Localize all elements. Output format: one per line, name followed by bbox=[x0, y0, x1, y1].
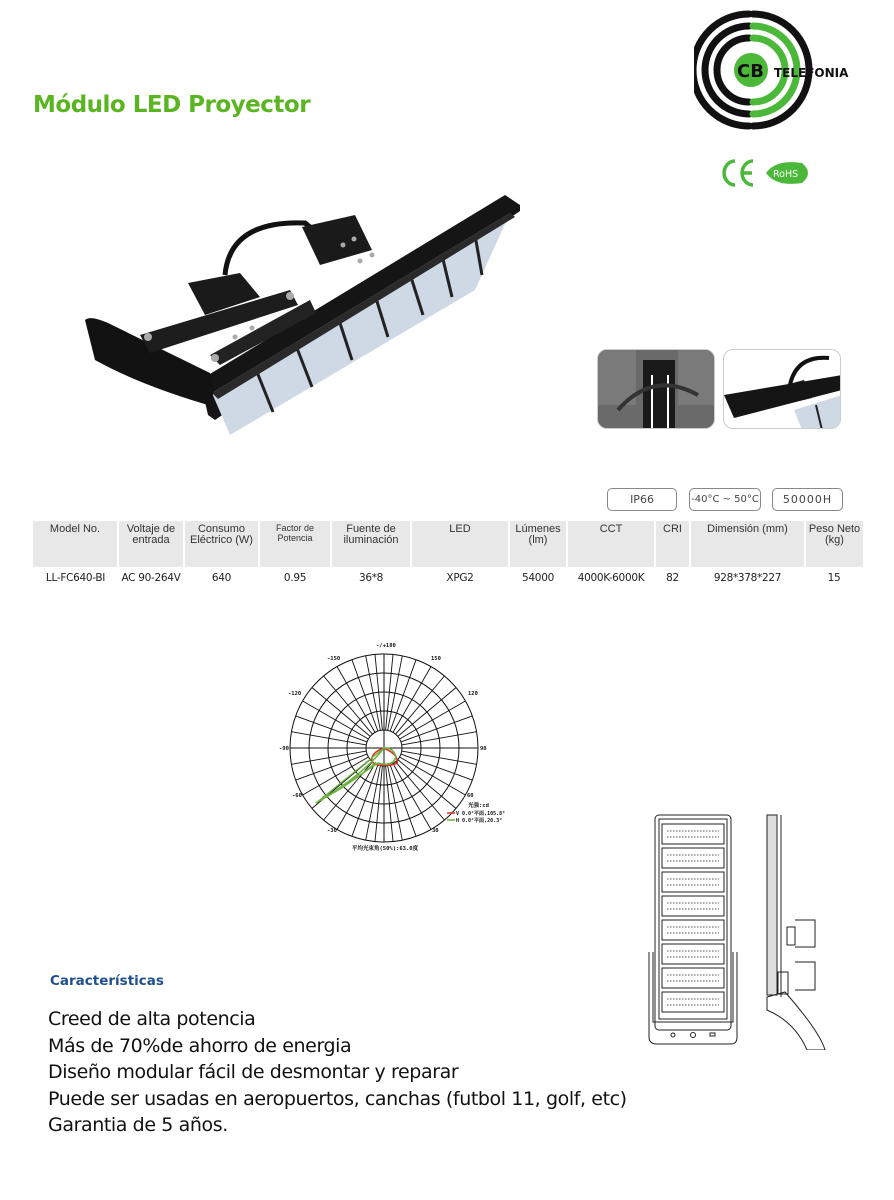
col-led: LED bbox=[411, 521, 509, 567]
col-power: Consumo Eléctrico (W) bbox=[184, 521, 259, 567]
badge-ip-rating: IP66 bbox=[607, 488, 677, 511]
page-title: Módulo LED Proyector bbox=[33, 92, 311, 118]
product-image bbox=[80, 165, 530, 445]
cell-lumens: 54000 bbox=[522, 572, 554, 584]
cell-weight: 15 bbox=[827, 572, 841, 584]
col-cri: CRI bbox=[655, 521, 690, 567]
cell-power: 640 bbox=[211, 572, 232, 584]
cell-light-source: 36*8 bbox=[358, 572, 384, 584]
svg-text:V 0.0°平面,105.8°: V 0.0°平面,105.8° bbox=[456, 811, 506, 817]
cell-cri: 82 bbox=[666, 572, 679, 584]
svg-text:CB: CB bbox=[737, 61, 764, 82]
svg-text:TELEFONIA: TELEFONIA bbox=[774, 66, 849, 80]
detail-thumbnail-heatsink bbox=[597, 349, 715, 429]
table-row bbox=[33, 567, 863, 589]
cell-voltage: AC 90-264V bbox=[121, 572, 181, 584]
col-power-factor: Factor de Potencia bbox=[259, 521, 331, 567]
cell-model: LL-FC640-BI bbox=[45, 572, 106, 584]
ce-mark-icon bbox=[724, 161, 753, 185]
brand-logo bbox=[694, 10, 894, 130]
svg-text:90: 90 bbox=[480, 746, 487, 752]
features-heading: Características bbox=[50, 973, 164, 989]
svg-text:H 0.0°平面,20.3°: H 0.0°平面,20.3° bbox=[456, 818, 503, 824]
col-model: Model No. bbox=[33, 521, 118, 567]
col-voltage: Voltaje de entrada bbox=[118, 521, 184, 567]
cell-dimension: 928*378*227 bbox=[713, 572, 782, 584]
svg-text:光强:cd: 光强:cd bbox=[468, 803, 489, 809]
cell-led: XPG2 bbox=[446, 572, 474, 584]
col-dimension: Dimensión (mm) bbox=[690, 521, 805, 567]
svg-text:-150: -150 bbox=[327, 656, 341, 662]
cell-power-factor: 0.95 bbox=[283, 572, 307, 584]
svg-text:RoHS: RoHS bbox=[773, 169, 799, 180]
feature-item: Creed de alta potencia bbox=[48, 1008, 256, 1030]
svg-text:-/+180: -/+180 bbox=[376, 643, 396, 649]
spec-table bbox=[33, 521, 863, 589]
svg-text:-90: -90 bbox=[279, 746, 289, 752]
svg-text:120: 120 bbox=[468, 691, 478, 697]
col-lumens: Lúmenes (lm) bbox=[509, 521, 567, 567]
svg-text:60: 60 bbox=[467, 793, 474, 799]
features-list bbox=[48, 1006, 627, 1139]
cell-cct: 4000K-6000K bbox=[577, 572, 645, 584]
feature-item: Garantia de 5 años. bbox=[48, 1114, 228, 1136]
feature-item: Más de 70%de ahorro de energia bbox=[48, 1034, 352, 1057]
detail-thumbnail-bracket bbox=[723, 349, 841, 429]
svg-text:-30: -30 bbox=[327, 828, 337, 834]
feature-item: Puede ser usadas en aeropuertos, canchas (futbol 11, golf, etc) bbox=[48, 1087, 627, 1110]
rohs-leaf-icon bbox=[766, 162, 808, 184]
table-header-row bbox=[33, 521, 863, 567]
col-cct: CCT bbox=[567, 521, 655, 567]
col-weight: Peso Neto (kg) bbox=[805, 521, 863, 567]
feature-item: Diseño modular fácil de desmontar y reparar bbox=[48, 1061, 459, 1083]
svg-text:-120: -120 bbox=[288, 691, 302, 697]
svg-text:30: 30 bbox=[432, 828, 439, 834]
cb-telefonia-logo-icon bbox=[694, 10, 894, 130]
col-light-source: Fuente de iluminación bbox=[331, 521, 411, 567]
light-distribution-chart bbox=[275, 635, 525, 860]
badge-temperature-range: -40°C ~ 50°C bbox=[689, 488, 761, 511]
svg-text:平均光束角(50%):63.0度: 平均光束角(50%):63.0度 bbox=[352, 846, 419, 852]
technical-drawing bbox=[635, 812, 840, 1050]
certification-marks bbox=[718, 155, 818, 195]
badge-lifetime: 50000H bbox=[772, 488, 843, 511]
svg-text:150: 150 bbox=[431, 656, 441, 662]
svg-text:-60: -60 bbox=[292, 793, 302, 799]
